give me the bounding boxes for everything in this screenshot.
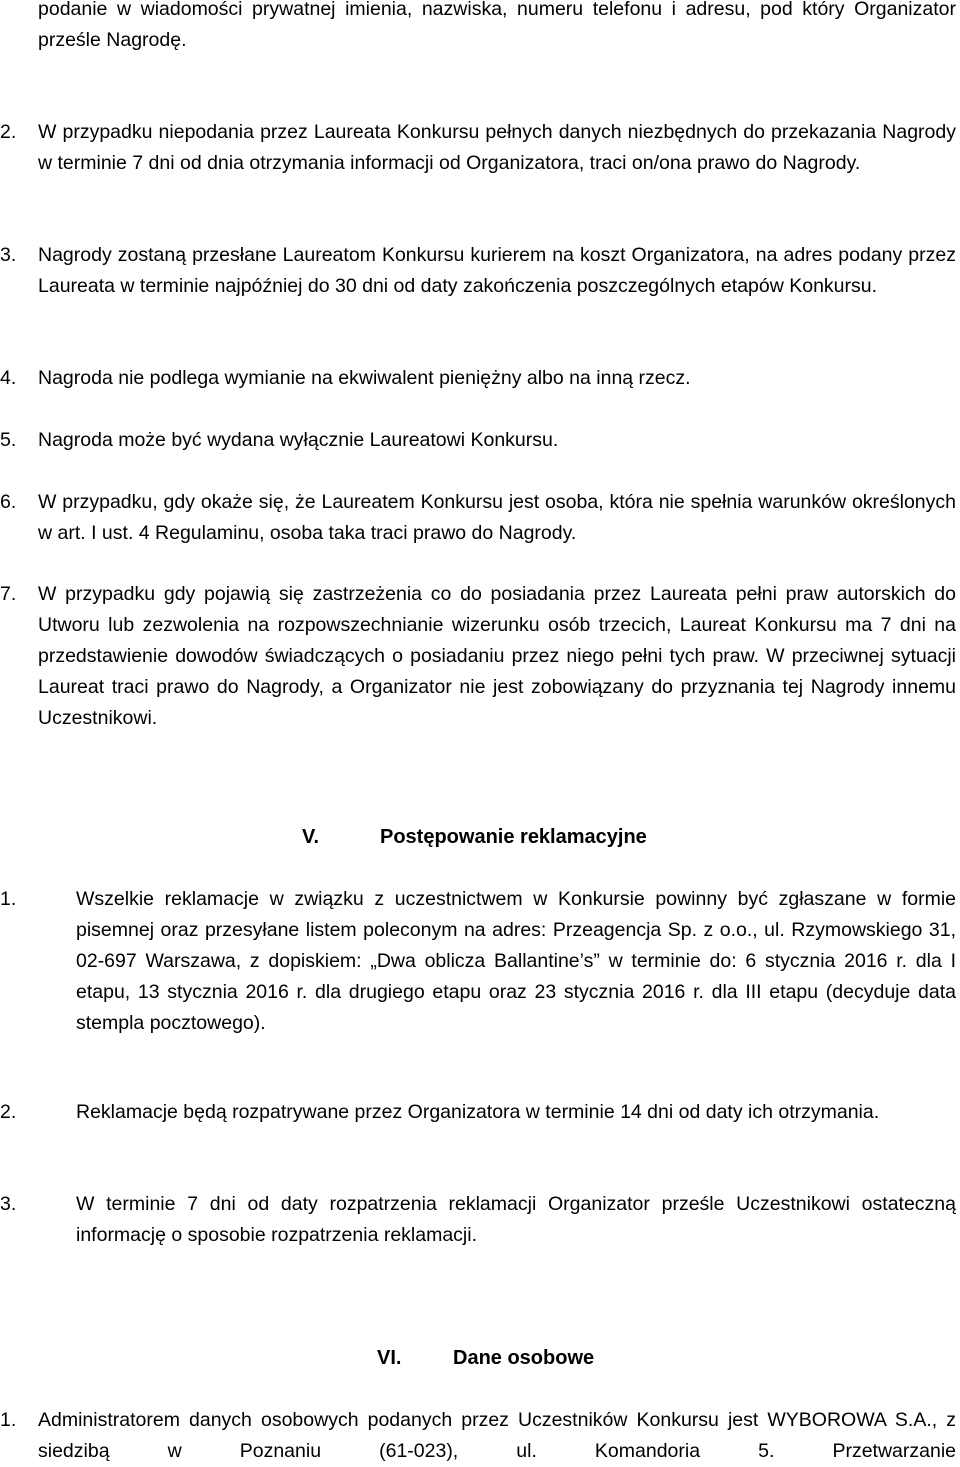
item-number: 3. — [0, 244, 17, 266]
item-number: 1. — [0, 1409, 17, 1431]
list-item: W przypadku gdy pojawią się zastrzeżenia co do posiadania przez Laureata pełni praw autorskich do Utworu lub zezwolenia na rozpowszechnianie wizerunku osób trzecich, Laureat Konkursu ma 7 dni na przedstawienie dowodów świadczących o posiadaniu przez niego pełni tych praw. W przeciwnej sytuacji Laureat traci prawo do Nagrody, a Organizator nie jest zobowiązany do przyznania tej Nagrody innemu Uczestnikowi. — [38, 583, 956, 729]
list-item: Administratorem danych osobowych podanych przez Uczestników Konkursu jest WYBOROWA S.A., z siedzibą w Poznaniu (61-023), ul. Komandoria 5. Przetwarzanie — [38, 1409, 956, 1462]
list-item: Nagroda może być wydana wyłącznie Laureatowi Konkursu. — [38, 429, 559, 451]
list-item: Reklamacje będą rozpatrywane przez Organizatora w terminie 14 dni od daty ich otrzymania. — [76, 1101, 880, 1123]
list-item: Wszelkie reklamacje w związku z uczestnictwem w Konkursie powinny być zgłaszane w formie pisemnej oraz przesyłane listem poleconym na adres: Przeagencja Sp. z o.o., ul. Rzymowskiego 31, 02-697 Warszawa, z dopiskiem: „Dwa oblicza Ballantine’s” w terminie do: 6 stycznia 2016 r. dla I etapu, 13 stycznia 2016 r. dla drugiego etapu oraz 23 stycznia 2016 r. dla III etapu (decyduje data stempla pocztowego). — [76, 888, 956, 1034]
item-number: 6. — [0, 491, 17, 513]
section-title: Postępowanie reklamacyjne — [380, 826, 647, 848]
section-numeral: VI. — [377, 1347, 402, 1369]
item-number: 5. — [0, 429, 17, 451]
list-item: Nagrody zostaną przesłane Laureatom Konkursu kurierem na koszt Organizatora, na adres podany przez Laureata w terminie najpóźniej do 30 dni od daty zakończenia poszczególnych etapów Konkursu. — [38, 244, 956, 297]
item-number: 2. — [0, 121, 17, 143]
item-number: 7. — [0, 583, 17, 605]
intro-paragraph: podanie w wiadomości prywatnej imienia, nazwiska, numeru telefonu i adresu, pod który Organizator prześle Nagrodę. — [38, 0, 956, 51]
item-number: 3. — [0, 1193, 17, 1215]
list-item: Nagroda nie podlega wymianie na ekwiwalent pieniężny albo na inną rzecz. — [38, 367, 691, 389]
list-item: W przypadku niepodania przez Laureata Konkursu pełnych danych niezbędnych do przekazania Nagrody w terminie 7 dni od dnia otrzymania informacji od Organizatora, traci on/ona prawo do Nagrody. — [38, 121, 956, 174]
item-number: 2. — [0, 1101, 17, 1123]
section-title: Dane osobowe — [453, 1347, 595, 1369]
item-number: 4. — [0, 367, 17, 389]
section-numeral: V. — [302, 826, 320, 848]
list-item: W terminie 7 dni od daty rozpatrzenia reklamacji Organizator prześle Uczestnikowi ostateczną informację o sposobie rozpatrzenia reklamacji. — [76, 1193, 956, 1246]
list-item: W przypadku, gdy okaże się, że Laureatem Konkursu jest osoba, która nie spełnia warunków określonych w art. I ust. 4 Regulaminu, osoba taka traci prawo do Nagrody. — [38, 491, 956, 544]
item-number: 1. — [0, 888, 17, 910]
